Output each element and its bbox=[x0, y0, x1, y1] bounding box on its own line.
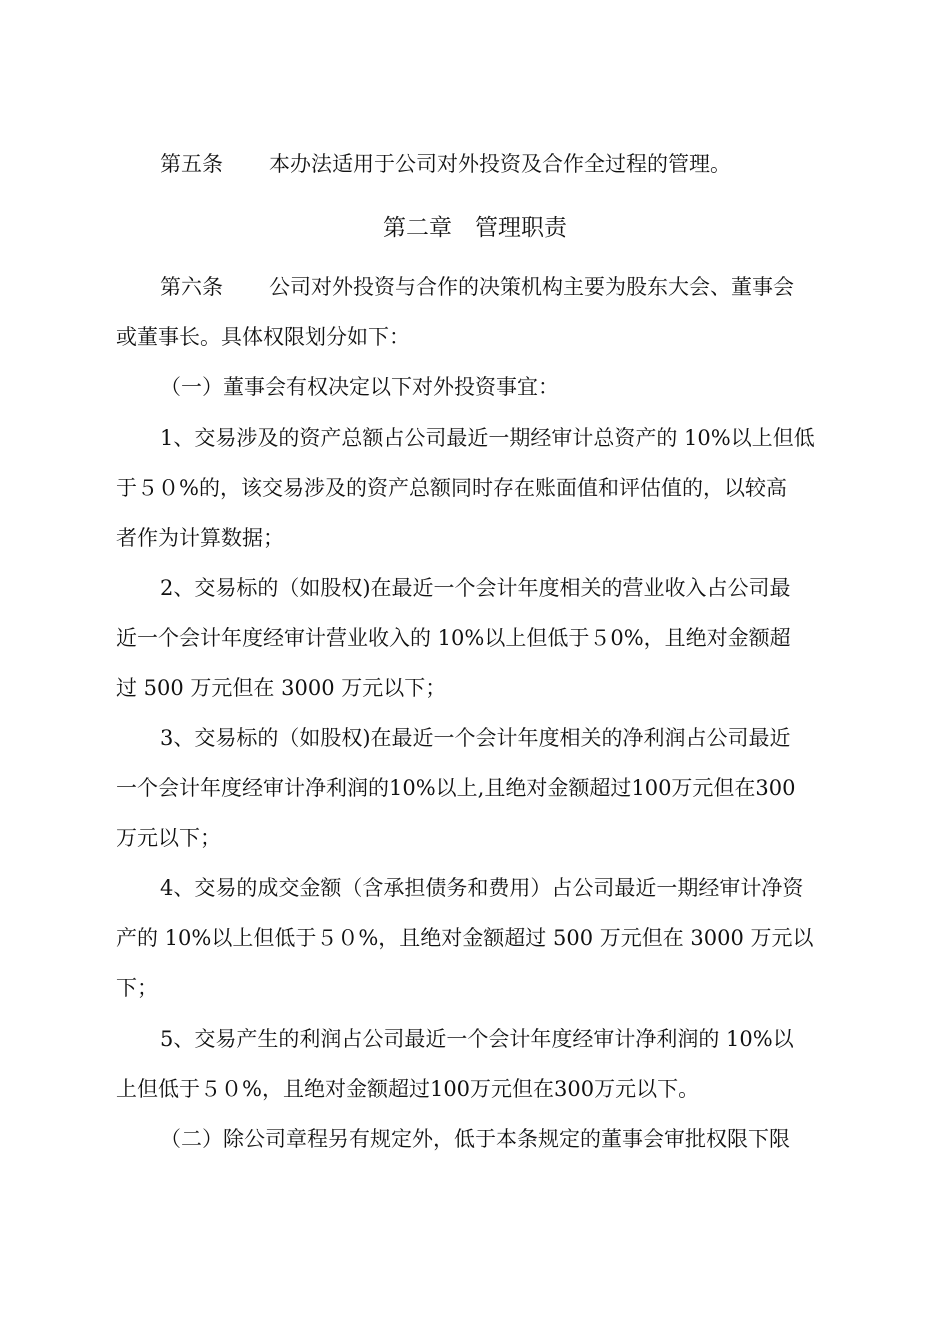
article-5-label: 第五条 bbox=[160, 152, 223, 176]
article-6-line-2: 或董事长。具体权限划分如下： bbox=[116, 325, 410, 349]
article-6-text: 公司对外投资与合作的决策机构主要为股东大会、董事会 bbox=[269, 275, 794, 299]
item-4-line-3: 下； bbox=[116, 976, 158, 1000]
item-3-line-2: 一个会计年度经审计净利润的10%以上,且绝对金额超过100万元但在300 bbox=[116, 776, 796, 800]
chapter-title: 第二章 管理职责 bbox=[383, 215, 567, 241]
item-2-line-1: 2、交易标的（如股权)在最近一个会计年度相关的营业收入占公司最 bbox=[160, 576, 791, 600]
item-4-line-2: 产的 10%以上但低于５０%，且绝对金额超过 500 万元但在 3000 万元以 bbox=[116, 926, 814, 950]
article-6-line-1 bbox=[160, 272, 838, 302]
item-2-line-3: 过 500 万元但在 3000 万元以下； bbox=[116, 676, 447, 700]
item-5-line-2: 上但低于５０%，且绝对金额超过100万元但在300万元以下。 bbox=[116, 1077, 700, 1101]
item-2-line-2: 近一个会计年度经审计营业收入的 10%以上但低于５0%，且绝对金额超 bbox=[116, 626, 791, 650]
item-1-line-2: 于５０%的，该交易涉及的资产总额同时存在账面值和评估值的，以较高 bbox=[116, 476, 787, 500]
section-1-heading: （一）董事会有权决定以下对外投资事宜： bbox=[160, 375, 559, 399]
item-3-line-1: 3、交易标的（如股权)在最近一个会计年度相关的净利润占公司最近 bbox=[160, 726, 791, 750]
article-6-label: 第六条 bbox=[160, 275, 223, 299]
section-2-line-1: （二）除公司章程另有规定外，低于本条规定的董事会审批权限下限 bbox=[160, 1127, 790, 1151]
item-1-line-1: 1、交易涉及的资产总额占公司最近一期经审计总资产的 10%以上但低 bbox=[160, 426, 815, 450]
article-5 bbox=[160, 149, 838, 179]
item-1-line-3: 者作为计算数据； bbox=[116, 526, 284, 550]
item-3-line-3: 万元以下； bbox=[116, 826, 221, 850]
item-5-line-1: 5、交易产生的利润占公司最近一个会计年度经审计净利润的 10%以 bbox=[160, 1027, 794, 1051]
article-5-text: 本办法适用于公司对外投资及合作全过程的管理。 bbox=[269, 152, 731, 176]
item-4-line-1: 4、交易的成交金额（含承担债务和费用）占公司最近一期经审计净资 bbox=[160, 876, 804, 900]
